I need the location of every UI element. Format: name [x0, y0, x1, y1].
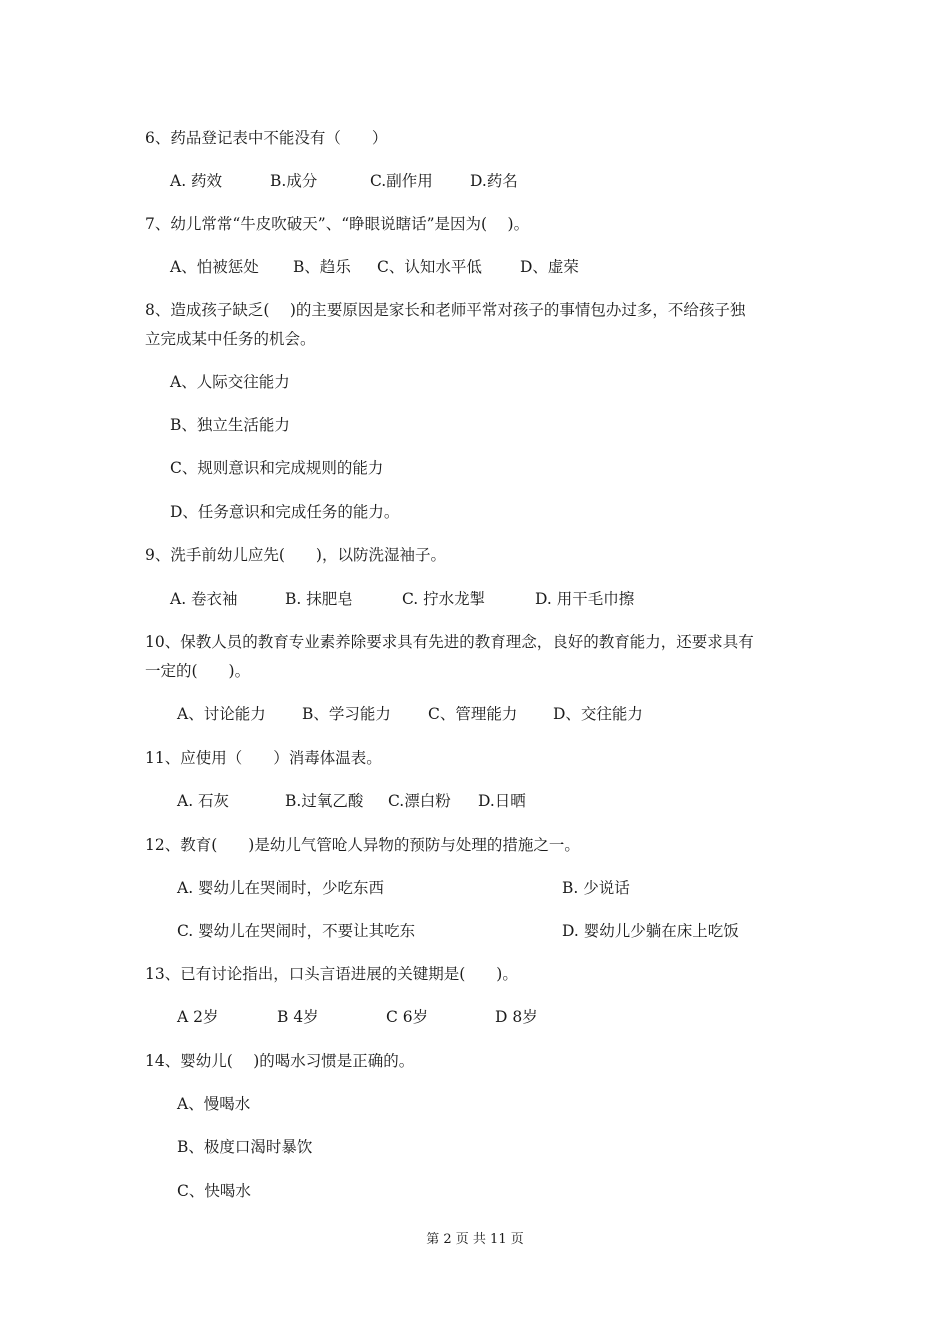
question-14-stem: 14、婴幼儿( )的喝水习惯是正确的。	[145, 1052, 415, 1070]
q8-option-a: A、人际交往能力	[170, 373, 290, 391]
question-8-stem-line2: 立完成某中任务的机会。	[145, 330, 316, 348]
question-7-stem: 7、幼儿常常“牛皮吹破天”、“睁眼说瞎话”是因为( )。	[145, 215, 530, 233]
q9-option-d: D. 用干毛巾擦	[535, 590, 635, 608]
page-number-footer: 第 2 页 共 11 页	[426, 1232, 524, 1247]
question-9-stem: 9、洗手前幼儿应先( )，以防洗湿袖子。	[145, 546, 446, 564]
q9-option-c: C. 拧水龙掣	[402, 590, 486, 608]
q6-option-d: D.药名	[470, 172, 518, 190]
q7-option-a: A、怕被惩处	[170, 258, 259, 276]
q8-option-b: B、独立生活能力	[170, 416, 290, 434]
q12-option-a: A. 婴幼儿在哭闹时，少吃东西	[177, 879, 385, 897]
q6-option-c: C.副作用	[370, 172, 433, 190]
question-8-stem-line1: 8、造成孩子缺乏( )的主要原因是家长和老师平常对孩子的事情包办过多，不给孩子独	[145, 301, 746, 319]
q9-option-a: A. 卷衣袖	[170, 590, 238, 608]
q14-option-b: B、极度口渴时暴饮	[177, 1138, 313, 1156]
q13-option-d: D 8岁	[495, 1008, 538, 1026]
q11-option-a: A. 石灰	[177, 792, 230, 810]
q12-option-d: D. 婴幼儿少躺在床上吃饭	[562, 922, 739, 940]
q11-option-d: D.日晒	[478, 792, 526, 810]
question-13-stem: 13、已有讨论指出，口头言语进展的关键期是( )。	[145, 965, 518, 983]
q13-option-c: C 6岁	[386, 1008, 429, 1026]
q6-option-b: B.成分	[270, 172, 318, 190]
question-10-stem-line1: 10、保教人员的教育专业素养除要求具有先进的教育理念，良好的教育能力，还要求具有	[145, 633, 754, 651]
q12-option-b: B. 少说话	[562, 879, 630, 897]
q7-option-c: C、认知水平低	[377, 258, 482, 276]
q7-option-b: B、趋乐	[293, 258, 351, 276]
q14-option-a: A、慢喝水	[177, 1095, 251, 1113]
q14-option-c: C、快喝水	[177, 1182, 251, 1200]
question-11-stem: 11、应使用（ ）消毒体温表。	[145, 749, 382, 767]
q12-option-c: C. 婴幼儿在哭闹时，不要让其吃东	[177, 922, 416, 940]
question-6-stem: 6、药品登记表中不能没有（ ）	[145, 129, 388, 147]
q10-option-a: A、讨论能力	[177, 705, 266, 723]
q11-option-b: B.过氧乙酸	[285, 792, 364, 810]
q13-option-b: B 4岁	[277, 1008, 319, 1026]
q8-option-c: C、规则意识和完成规则的能力	[170, 459, 384, 477]
q13-option-a: A 2岁	[177, 1008, 219, 1026]
q7-option-d: D、虚荣	[520, 258, 579, 276]
q8-option-d: D、任务意识和完成任务的能力。	[170, 503, 400, 521]
q10-option-d: D、交往能力	[553, 705, 643, 723]
q10-option-b: B、学习能力	[302, 705, 391, 723]
q9-option-b: B. 抹肥皂	[285, 590, 353, 608]
question-12-stem: 12、教育( )是幼儿气管呛人异物的预防与处理的措施之一。	[145, 836, 580, 854]
q6-option-a: A. 药效	[170, 172, 223, 190]
question-10-stem-line2: 一定的( )。	[145, 662, 251, 680]
q11-option-c: C.漂白粉	[388, 792, 451, 810]
q10-option-c: C、管理能力	[428, 705, 518, 723]
